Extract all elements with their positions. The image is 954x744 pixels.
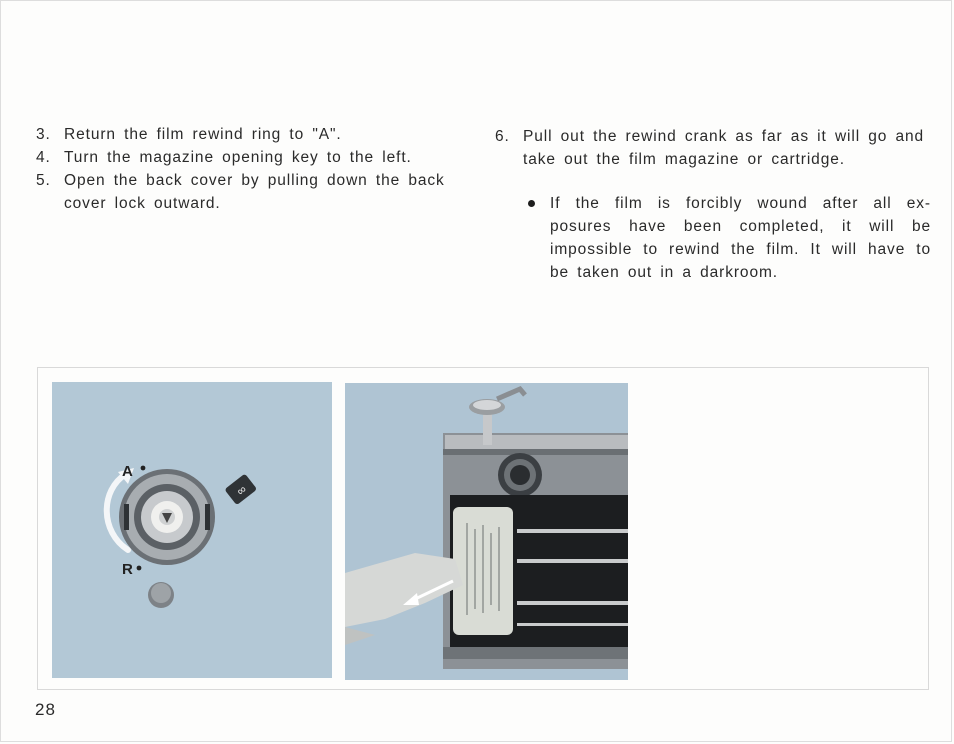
step-text: Turn the magazine opening key to the left. bbox=[64, 149, 412, 166]
dot-r-icon bbox=[137, 566, 142, 571]
rewind-ring-photo bbox=[52, 382, 332, 678]
rewind-crank-icon bbox=[483, 411, 492, 445]
bullet-icon bbox=[528, 200, 535, 207]
step-text: Open the back cover by pulling down the back cover lock outward. bbox=[64, 172, 445, 212]
page-number: 28 bbox=[35, 700, 56, 719]
label-a: A bbox=[122, 463, 133, 480]
dot-a-icon bbox=[141, 466, 146, 471]
step-number: 6. bbox=[495, 128, 510, 145]
rewind-ring-illustration bbox=[52, 382, 332, 678]
note-text: If the film is forcibly wound after all ex- posures have been completed, it will be impossible to rewind the film. It will have to be taken out in a darkroom. bbox=[550, 195, 931, 281]
step-6 bbox=[495, 125, 931, 171]
camera-back-illustration bbox=[345, 383, 628, 680]
label-r: R bbox=[122, 561, 133, 578]
step-text: Return the film rewind ring to "A". bbox=[64, 126, 342, 143]
step-number: 4. bbox=[36, 149, 51, 166]
camera-back-photo bbox=[345, 383, 628, 680]
instructions-left-column bbox=[36, 123, 472, 215]
step-3 bbox=[36, 123, 472, 146]
key-glyph: ∞ bbox=[233, 482, 250, 499]
darkroom-note bbox=[495, 192, 931, 284]
step-5 bbox=[36, 169, 472, 215]
step-number: 3. bbox=[36, 126, 51, 143]
step-number: 5. bbox=[36, 172, 51, 189]
step-4 bbox=[36, 146, 472, 169]
step-text: Pull out the rewind crank as far as it will go and take out the film magazine or cartridge. bbox=[523, 128, 925, 168]
instructions-right-column bbox=[495, 125, 931, 284]
